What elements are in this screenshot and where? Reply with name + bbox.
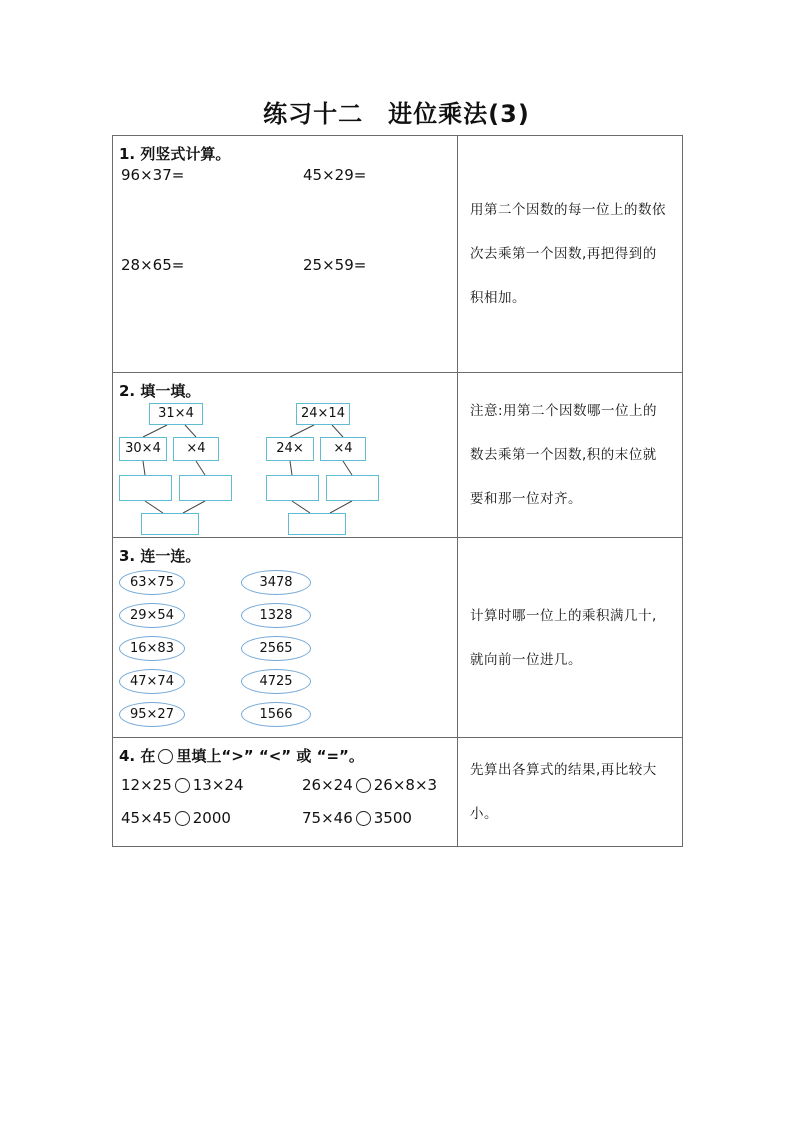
section-4-exercises	[113, 738, 458, 846]
section-4-label-suffix: 里填上“>” “<” 或 “=”。	[176, 747, 364, 765]
tree-result-box	[288, 513, 346, 535]
problem: 25×59=	[303, 256, 367, 274]
comparison-pair	[121, 776, 244, 794]
section-1-exercises	[113, 136, 458, 372]
decomposition-tree	[266, 403, 391, 538]
tree-left-box: 24×	[266, 437, 314, 461]
section-4-hint-cell	[458, 738, 682, 846]
tree-top-box: 24×14	[296, 403, 350, 425]
tree-empty-box	[266, 475, 319, 501]
result-oval: 1328	[241, 603, 311, 628]
expression-oval: 63×75	[119, 570, 185, 595]
expression-oval: 95×27	[119, 702, 185, 727]
tree-top-box: 31×4	[149, 403, 203, 425]
comparison-left: 26×24	[302, 776, 353, 794]
decomposition-tree	[119, 403, 244, 538]
expression-oval: 47×74	[119, 669, 185, 694]
comparison-right: 2000	[192, 809, 231, 827]
comparison-circle	[356, 778, 371, 793]
expression-oval: 29×54	[119, 603, 185, 628]
comparison-right: 3500	[373, 809, 412, 827]
comparison-pair	[302, 776, 437, 794]
worksheet-table	[112, 135, 683, 847]
section-2-hint-cell	[458, 373, 682, 537]
comparison-right: 13×24	[192, 776, 244, 794]
section-2-exercises	[113, 373, 458, 537]
section-4-row	[113, 738, 682, 846]
section-1-row	[113, 136, 682, 373]
section-3-label: 3. 连一连。	[119, 547, 201, 565]
section-4-hint: 先算出各算式的结果,再比较大小。	[470, 762, 657, 822]
tree-result-box	[141, 513, 199, 535]
comparison-left: 12×25	[121, 776, 172, 794]
tree-empty-box	[179, 475, 232, 501]
result-oval: 2565	[241, 636, 311, 661]
section-1-label: 1. 列竖式计算。	[119, 145, 231, 163]
comparison-circle	[356, 811, 371, 826]
tree-right-box: ×4	[320, 437, 366, 461]
result-oval: 1566	[241, 702, 311, 727]
problem: 45×29=	[303, 166, 367, 184]
comparison-circle	[175, 811, 190, 826]
section-2-row	[113, 373, 682, 538]
tree-empty-box	[326, 475, 379, 501]
comparison-left: 75×46	[302, 809, 353, 827]
page-title: 练习十二 进位乘法(3)	[263, 100, 530, 128]
problem: 96×37=	[121, 166, 185, 184]
comparison-pair	[121, 809, 231, 827]
section-2-label: 2. 填一填。	[119, 382, 201, 400]
section-3-hint: 计算时哪一位上的乘积满几十,就向前一位进几。	[470, 607, 657, 668]
section-4-label	[119, 745, 364, 766]
result-oval: 3478	[241, 570, 311, 595]
section-3-hint-cell	[458, 538, 682, 737]
tree-left-box: 30×4	[119, 437, 167, 461]
problem: 28×65=	[121, 256, 185, 274]
section-2-hint: 注意:用第二个因数哪一位上的数去乘第一个因数,积的末位就要和那一位对齐。	[470, 403, 658, 507]
section-1-hint-cell	[458, 136, 682, 372]
expression-oval: 16×83	[119, 636, 185, 661]
tree-empty-box	[119, 475, 172, 501]
comparison-right: 26×8×3	[373, 776, 438, 794]
tree-right-box: ×4	[173, 437, 219, 461]
result-oval: 4725	[241, 669, 311, 694]
comparison-left: 45×45	[121, 809, 172, 827]
section-1-hint: 用第二个因数的每一位上的数依次去乘第一个因数,再把得到的积相加。	[470, 202, 666, 306]
section-4-label-prefix: 4. 在	[119, 747, 156, 765]
comparison-pair	[302, 809, 412, 827]
comparison-circle	[175, 778, 190, 793]
section-3-row	[113, 538, 682, 738]
comparison-circle	[158, 749, 173, 764]
section-3-exercises	[113, 538, 458, 737]
